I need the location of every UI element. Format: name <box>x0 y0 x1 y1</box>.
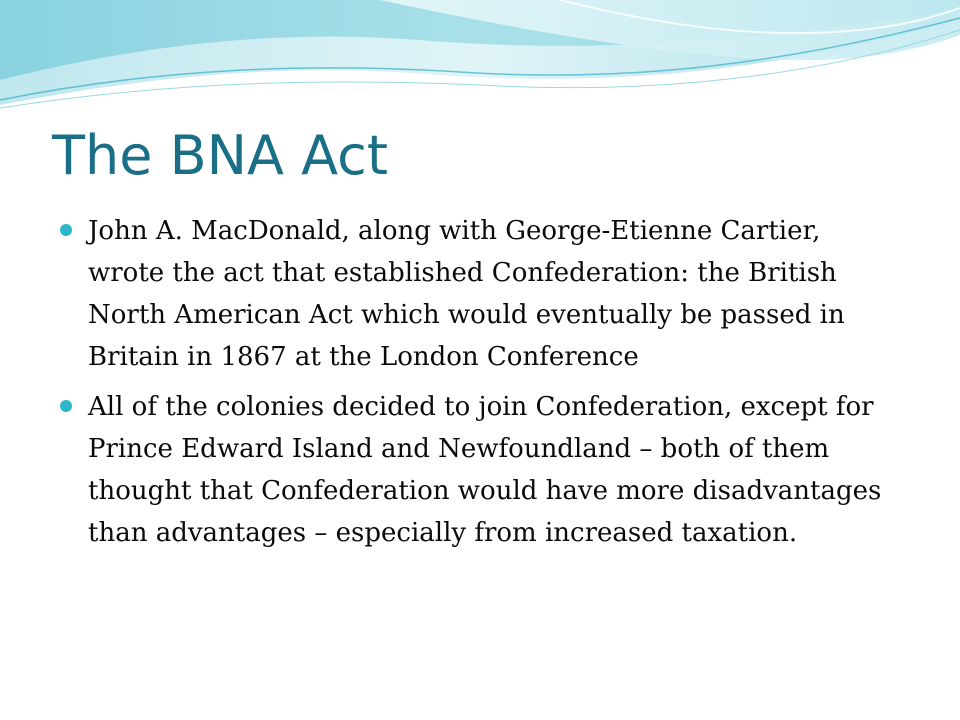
decorative-wave-header <box>0 0 960 120</box>
bullet-item <box>60 210 900 378</box>
bullet-dot-icon <box>60 224 72 236</box>
bullet-dot-icon <box>60 400 72 412</box>
bullet-text: John A. MacDonald, along with George-Etienne Cartier, wrote the act that established Confederation: the British North American Act which would eventually be passed in Britain in 1867 at the London Conference <box>88 216 845 372</box>
bullet-text: All of the colonies decided to join Confederation, except for Prince Edward Island and Newfoundland – both of them thought that Confederation would have more disadvantages than advantages – especially from increased taxation. <box>88 392 882 548</box>
slide-title: The BNA Act <box>52 124 388 187</box>
bullet-list <box>60 210 900 562</box>
bullet-item <box>60 386 900 554</box>
